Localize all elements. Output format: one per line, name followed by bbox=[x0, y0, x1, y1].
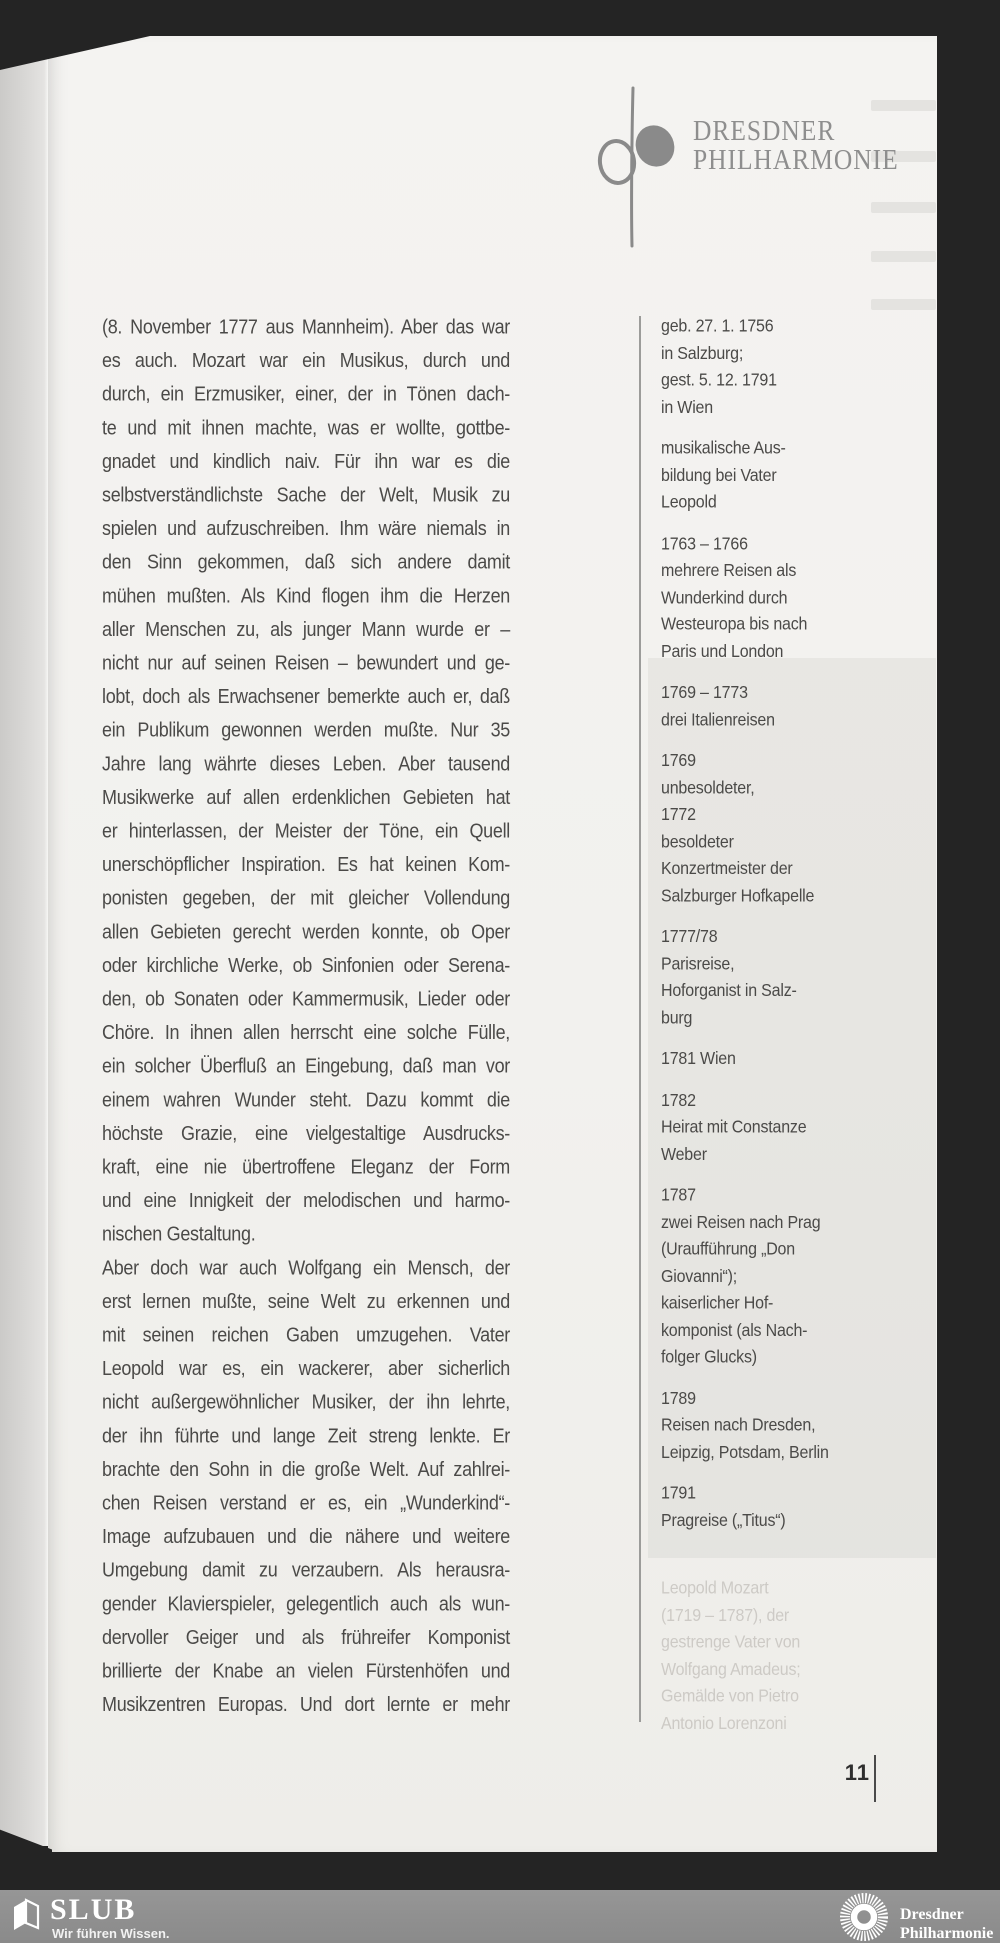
timeline-entry bbox=[661, 1481, 935, 1535]
article-line: den, ob Sonaten oder Kammermusik, Lieder oder bbox=[102, 987, 510, 1010]
article-line: dervoller Geiger und als frühreifer Komponist bbox=[102, 1626, 510, 1649]
bleed-through-caption bbox=[661, 1576, 935, 1738]
timeline-line: 1791 bbox=[661, 1484, 696, 1504]
slub-logo-text: SLUB bbox=[50, 1893, 137, 1926]
bleed-stripe bbox=[871, 251, 936, 262]
timeline-line: in Salzburg; bbox=[661, 344, 744, 363]
article-line: Chöre. In ihnen allen herrscht eine solche Fülle, bbox=[102, 1021, 510, 1044]
bleed-caption-line: (1719 – 1787), der bbox=[661, 1606, 790, 1625]
timeline-line: bildung bei Vater bbox=[661, 466, 777, 486]
article-line: der ihn führte und lange Zeit streng lenkte. Er bbox=[102, 1424, 510, 1447]
article-line: Image aufzubauen und die nähere und weitere bbox=[102, 1525, 510, 1548]
article-line: Musikwerke auf allen erdenklichen Gebieten hat bbox=[102, 786, 510, 809]
timeline-line: unbesoldeter, bbox=[661, 778, 755, 798]
article-line: Umgebung damit zu verzaubern. Als herausra- bbox=[102, 1558, 510, 1582]
timeline-line: 1789 bbox=[661, 1389, 696, 1408]
dresdner-philharmonie-wordmark bbox=[693, 116, 899, 174]
timeline-line: Weber bbox=[661, 1145, 707, 1164]
timeline-line: mehrere Reisen als bbox=[661, 561, 797, 581]
article-text bbox=[102, 310, 510, 1721]
timeline-line: zwei Reisen nach Prag bbox=[661, 1213, 821, 1232]
article-line: chen Reisen verstand er es, ein „Wunderkind“- bbox=[102, 1491, 510, 1514]
timeline-entry bbox=[661, 680, 935, 734]
bleed-stripe bbox=[871, 299, 936, 310]
timeline-line: Pragreise („Titus“) bbox=[661, 1511, 786, 1531]
article-line: lobt, doch als Erwachsener bemerkte auch er, daß bbox=[102, 685, 510, 708]
article-line: aller Menschen zu, als junger Mann wurde er – bbox=[102, 618, 510, 641]
wordmark-line: PHILHARMONIE bbox=[693, 144, 899, 176]
article-line: brillierte der Knabe an vielen Fürstenhöfen und bbox=[102, 1659, 510, 1682]
timeline-line: Hoforganist in Salz- bbox=[661, 981, 797, 1001]
page-left-edge bbox=[0, 40, 48, 1846]
timeline-line: 1782 bbox=[661, 1091, 696, 1110]
article-line: te und mit ihnen machte, was er wollte, gottbe- bbox=[102, 416, 510, 439]
article-line: oder kirchliche Werke, ob Sinfonien oder Serena- bbox=[102, 954, 510, 977]
timeline-entry bbox=[661, 1088, 935, 1169]
timeline-line: Leopold bbox=[661, 493, 717, 512]
timeline-line: 1769 – 1773 bbox=[661, 683, 748, 703]
timeline-line: 1787 bbox=[661, 1186, 696, 1205]
timeline-line: 1769 bbox=[661, 751, 696, 771]
philharmonie-footer-line: Philharmonie bbox=[900, 1925, 994, 1942]
timeline-line: kaiserlicher Hof- bbox=[661, 1294, 774, 1313]
article-line: brachte den Sohn in die große Welt. Auf zahlrei- bbox=[102, 1458, 510, 1481]
article-line: (8. November 1777 aus Mannheim). Aber das war bbox=[102, 315, 510, 338]
philharmonie-footer-label bbox=[900, 1905, 993, 1943]
article-line: durch, ein Erzmusiker, einer, der in Tönen dach- bbox=[102, 382, 510, 406]
timeline-line: folger Glucks) bbox=[661, 1348, 757, 1367]
article-line: unerschöpflicher Inspiration. Es hat keinen Kom- bbox=[102, 853, 510, 876]
article-line: mit seinen reichen Gaben umzugehen. Vater bbox=[102, 1323, 510, 1346]
article-line: den Sinn gekommen, daß sich andere damit bbox=[102, 550, 510, 574]
dresdner-philharmonie-dp-icon bbox=[597, 82, 677, 252]
article-line: gender Klavierspieler, gelegentlich auch als wun- bbox=[102, 1592, 510, 1615]
wordmark-line: DRESDNER bbox=[693, 114, 836, 147]
timeline-line: geb. 27. 1. 1756 bbox=[661, 317, 774, 336]
bleed-caption-line: Wolfgang Amadeus; bbox=[661, 1660, 801, 1679]
column-divider-line bbox=[639, 316, 641, 1722]
article-line: er hinterlassen, der Meister der Töne, ein Quell bbox=[102, 819, 510, 842]
slub-book-icon bbox=[11, 1897, 41, 1933]
article-line: kraft, eine nie übertroffene Eleganz der Form bbox=[102, 1155, 510, 1178]
bleed-caption-line: Antonio Lorenzoni bbox=[661, 1714, 787, 1733]
article-line: allen Gebieten gerecht werden konnte, ob Oper bbox=[102, 920, 510, 943]
article-line: spielen und aufzuschreiben. Ihm wäre niemals in bbox=[102, 517, 510, 540]
article-line: nicht außergewöhnlicher Musiker, der ihn lehrte, bbox=[102, 1390, 510, 1414]
timeline-entry bbox=[661, 1183, 935, 1372]
timeline-line: Heirat mit Constanze bbox=[661, 1118, 807, 1137]
bleed-stripe bbox=[871, 202, 936, 213]
page-number: 11 bbox=[844, 1760, 870, 1785]
timeline-entry bbox=[661, 1047, 935, 1074]
timeline-line: 1781 Wien bbox=[661, 1049, 736, 1069]
timeline-entry bbox=[661, 314, 935, 422]
article-line: nicht nur auf seinen Reisen – bewundert und ge- bbox=[102, 651, 510, 674]
article-line: Jahre lang währte dieses Leben. Aber tausend bbox=[102, 752, 510, 775]
timeline-line: Westeuropa bis nach bbox=[661, 615, 808, 635]
article-line: und eine Innigkeit der melodischen und harmo- bbox=[102, 1189, 510, 1212]
timeline-entry bbox=[661, 531, 935, 666]
article-line: einem wahren Wunder steht. Dazu kommt die bbox=[102, 1088, 510, 1111]
article-line: höchste Grazie, eine vielgestaltige Ausdrucks- bbox=[102, 1122, 510, 1145]
bleed-stripe bbox=[871, 100, 936, 111]
timeline-entry bbox=[661, 436, 935, 517]
timeline-line: Giovanni“); bbox=[661, 1267, 738, 1286]
article-line: ein Publikum gewonnen werden mußte. Nur 35 bbox=[102, 718, 510, 742]
timeline-line: Reisen nach Dresden, bbox=[661, 1416, 816, 1435]
article-line: es auch. Mozart war ein Musikus, durch und bbox=[102, 349, 510, 372]
article-line: Aber doch war auch Wolfgang ein Mensch, der bbox=[102, 1256, 510, 1279]
timeline-line: Leipzig, Potsdam, Berlin bbox=[661, 1443, 829, 1462]
timeline-line: 1772 bbox=[661, 805, 696, 825]
article-line: selbstverständlichste Sache der Welt, Musik zu bbox=[102, 483, 510, 506]
article-line: Musikzentren Europas. Und dort lernte er mehr bbox=[102, 1693, 510, 1716]
article-line: Leopold war es, ein wackerer, aber sicherlich bbox=[102, 1357, 510, 1380]
timeline-line: (Uraufführung „Don bbox=[661, 1240, 795, 1259]
timeline-line: Konzertmeister der bbox=[661, 859, 793, 879]
bleed-caption-line: Leopold Mozart bbox=[661, 1579, 769, 1598]
timeline-line: musikalische Aus- bbox=[661, 439, 786, 459]
timeline-line: gest. 5. 12. 1791 bbox=[661, 371, 777, 390]
timeline-line: Salzburger Hofkapelle bbox=[661, 886, 815, 906]
timeline-line: in Wien bbox=[661, 398, 713, 417]
timeline-line: Parisreise, bbox=[661, 954, 735, 974]
timeline-entry bbox=[661, 749, 935, 911]
article-line: ponisten gegeben, der mit gleicher Vollendung bbox=[102, 886, 510, 910]
article-line: nischen Gestaltung. bbox=[102, 1222, 256, 1246]
philharmonie-footer-line: Dresdner bbox=[900, 1906, 964, 1923]
slub-tagline: Wir führen Wissen. bbox=[52, 1926, 170, 1941]
timeline-entry bbox=[661, 925, 935, 1033]
timeline-line: burg bbox=[661, 1008, 693, 1028]
page-number-tick-line bbox=[874, 1755, 876, 1802]
timeline-line: 1763 – 1766 bbox=[661, 534, 748, 554]
timeline-entry bbox=[661, 1386, 935, 1467]
timeline-line: 1777/78 bbox=[661, 927, 718, 947]
article-line: gnadet und kindlich naiv. Für ihn war es die bbox=[102, 450, 510, 473]
article-line: ein solcher Überfluß an Eingebung, daß man vor bbox=[102, 1054, 510, 1078]
article-line: erst lernen mußte, seine Welt zu erkennen und bbox=[102, 1290, 510, 1313]
article-line: mühen mußten. Als Kind flogen ihm die Herzen bbox=[102, 584, 510, 607]
timeline-line: Wunderkind durch bbox=[661, 588, 788, 608]
bleed-caption-line: gestrenge Vater von bbox=[661, 1633, 801, 1652]
timeline-line: besoldeter bbox=[661, 832, 734, 852]
timeline-line: komponist (als Nach- bbox=[661, 1321, 808, 1340]
philharmonie-sunburst-icon bbox=[838, 1891, 890, 1943]
sidebar-timeline bbox=[661, 314, 935, 1549]
timeline-line: Paris und London bbox=[661, 642, 784, 662]
bleed-caption-line: Gemälde von Pietro bbox=[661, 1687, 799, 1706]
timeline-line: drei Italienreisen bbox=[661, 710, 775, 730]
